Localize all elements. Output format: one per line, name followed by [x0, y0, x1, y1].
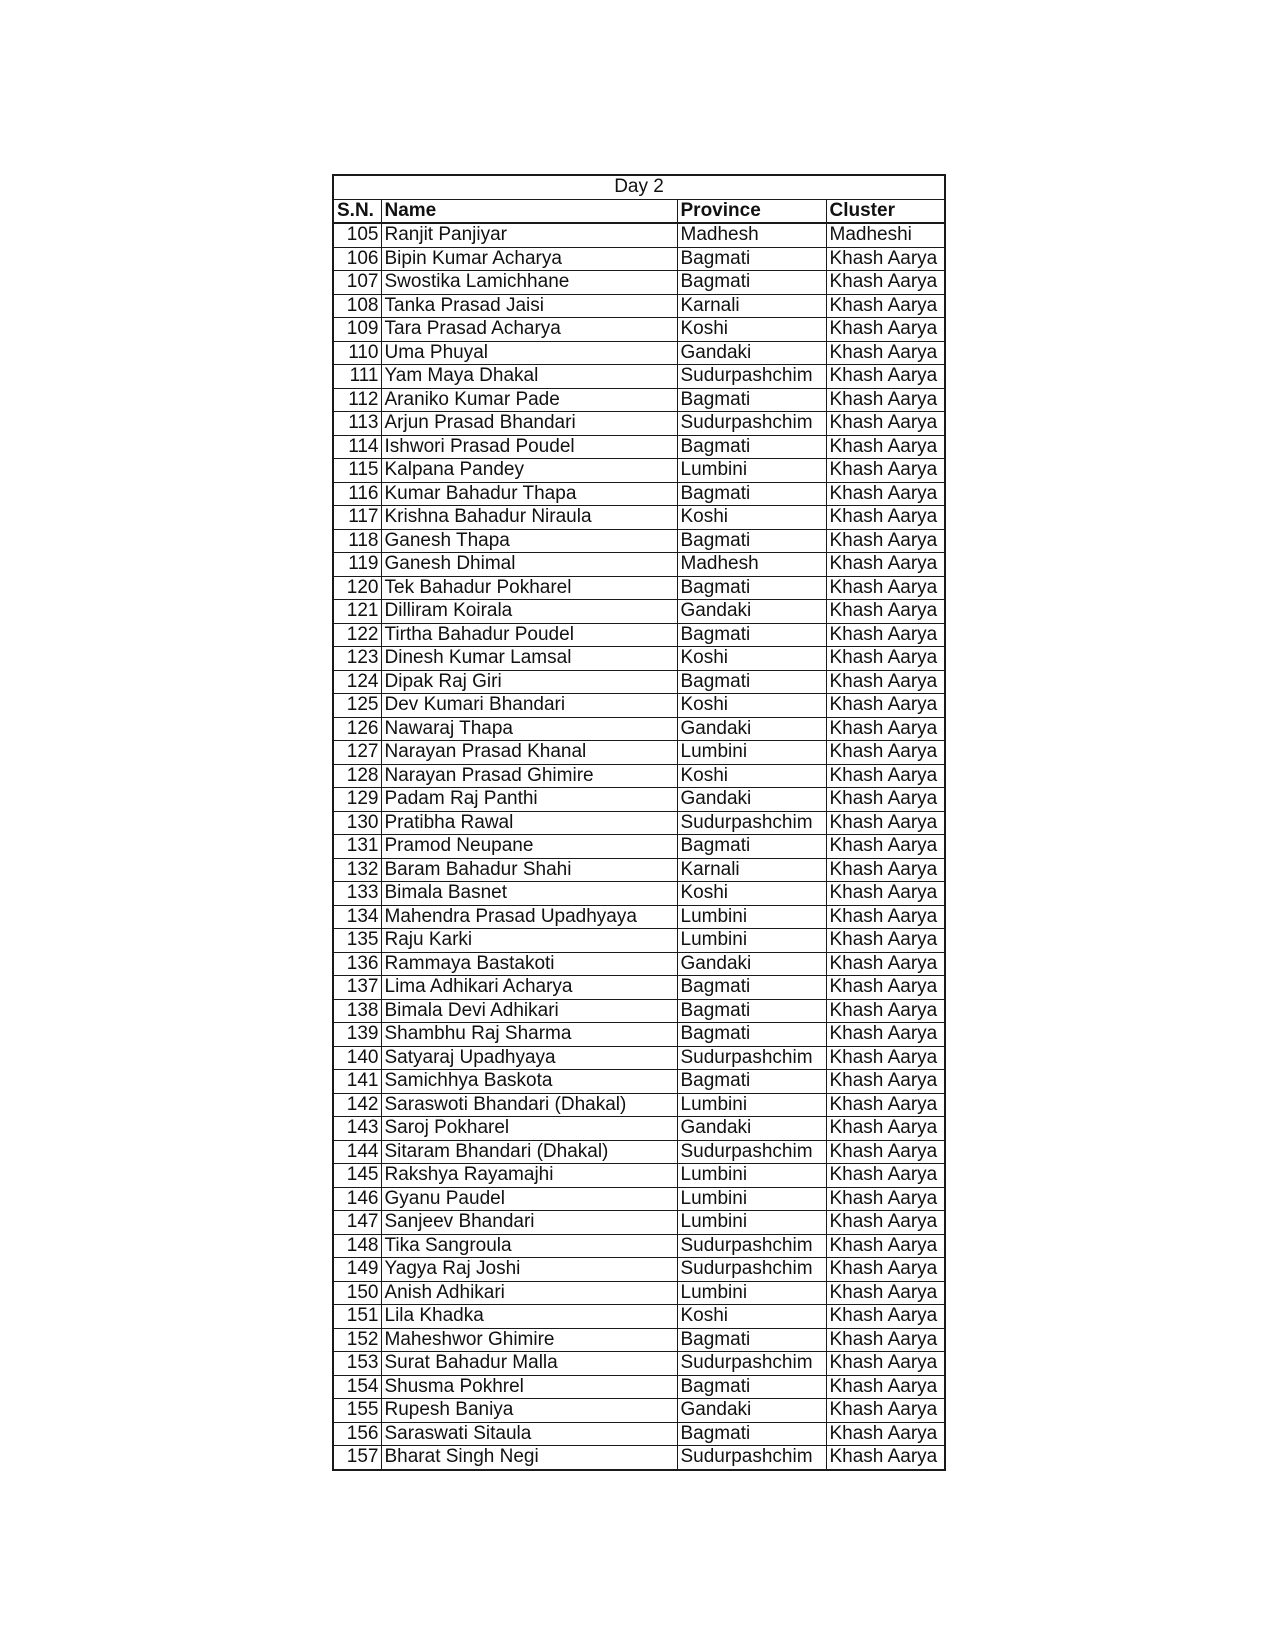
table-row — [333, 388, 945, 412]
cell-province: Bagmati — [677, 1422, 826, 1446]
cell-sn: 156 — [333, 1422, 381, 1446]
cell-cluster: Khash Aarya — [826, 1305, 945, 1329]
cell-name: Kumar Bahadur Thapa — [381, 482, 677, 506]
cell-name: Dinesh Kumar Lamsal — [381, 647, 677, 671]
cell-cluster: Khash Aarya — [826, 1164, 945, 1188]
cell-sn: 116 — [333, 482, 381, 506]
table-title: Day 2 — [333, 175, 945, 199]
table-row — [333, 271, 945, 295]
cell-cluster: Khash Aarya — [826, 365, 945, 389]
cell-sn: 135 — [333, 929, 381, 953]
cell-sn: 148 — [333, 1234, 381, 1258]
cell-province: Bagmati — [677, 482, 826, 506]
cell-name: Nawaraj Thapa — [381, 717, 677, 741]
table-row — [333, 1281, 945, 1305]
cell-province: Sudurpashchim — [677, 811, 826, 835]
cell-cluster: Khash Aarya — [826, 553, 945, 577]
cell-sn: 134 — [333, 905, 381, 929]
cell-cluster: Khash Aarya — [826, 1187, 945, 1211]
cell-name: Ranjit Panjiyar — [381, 223, 677, 247]
table-row — [333, 1117, 945, 1141]
cell-name: Ishwori Prasad Poudel — [381, 435, 677, 459]
cell-province: Bagmati — [677, 999, 826, 1023]
header-sn: S.N. — [333, 199, 381, 223]
cell-cluster: Khash Aarya — [826, 412, 945, 436]
cell-cluster: Khash Aarya — [826, 1117, 945, 1141]
cell-cluster: Khash Aarya — [826, 858, 945, 882]
cell-sn: 122 — [333, 623, 381, 647]
cell-province: Lumbini — [677, 1093, 826, 1117]
cell-sn: 132 — [333, 858, 381, 882]
cell-cluster: Khash Aarya — [826, 1446, 945, 1470]
cell-name: Lila Khadka — [381, 1305, 677, 1329]
cell-province: Sudurpashchim — [677, 1352, 826, 1376]
cell-cluster: Khash Aarya — [826, 929, 945, 953]
cell-province: Sudurpashchim — [677, 1234, 826, 1258]
cell-name: Baram Bahadur Shahi — [381, 858, 677, 882]
cell-cluster: Khash Aarya — [826, 1234, 945, 1258]
table-row — [333, 764, 945, 788]
table-row — [333, 318, 945, 342]
cell-province: Lumbini — [677, 741, 826, 765]
cell-province: Bagmati — [677, 623, 826, 647]
cell-cluster: Khash Aarya — [826, 835, 945, 859]
cell-sn: 147 — [333, 1211, 381, 1235]
cell-name: Sanjeev Bhandari — [381, 1211, 677, 1235]
cell-sn: 114 — [333, 435, 381, 459]
cell-sn: 105 — [333, 223, 381, 247]
table-row — [333, 1328, 945, 1352]
cell-cluster: Khash Aarya — [826, 647, 945, 671]
cell-province: Sudurpashchim — [677, 1258, 826, 1282]
table-row — [333, 1211, 945, 1235]
cell-province: Sudurpashchim — [677, 412, 826, 436]
cell-province: Gandaki — [677, 788, 826, 812]
cell-name: Bipin Kumar Acharya — [381, 247, 677, 271]
cell-cluster: Khash Aarya — [826, 1023, 945, 1047]
table-row — [333, 576, 945, 600]
cell-province: Bagmati — [677, 388, 826, 412]
table-row — [333, 1446, 945, 1470]
cell-name: Shusma Pokhrel — [381, 1375, 677, 1399]
cell-province: Koshi — [677, 318, 826, 342]
cell-name: Gyanu Paudel — [381, 1187, 677, 1211]
cell-cluster: Khash Aarya — [826, 482, 945, 506]
cell-sn: 111 — [333, 365, 381, 389]
cell-cluster: Khash Aarya — [826, 271, 945, 295]
cell-cluster: Khash Aarya — [826, 1140, 945, 1164]
cell-name: Tanka Prasad Jaisi — [381, 294, 677, 318]
table-row — [333, 623, 945, 647]
table-row — [333, 1305, 945, 1329]
cell-sn: 137 — [333, 976, 381, 1000]
cell-cluster: Khash Aarya — [826, 388, 945, 412]
table-row — [333, 670, 945, 694]
table-row — [333, 482, 945, 506]
cell-cluster: Khash Aarya — [826, 788, 945, 812]
cell-province: Bagmati — [677, 835, 826, 859]
cell-name: Tika Sangroula — [381, 1234, 677, 1258]
table-row — [333, 1422, 945, 1446]
cell-cluster: Khash Aarya — [826, 999, 945, 1023]
header-province: Province — [677, 199, 826, 223]
cell-sn: 112 — [333, 388, 381, 412]
cell-province: Sudurpashchim — [677, 365, 826, 389]
cell-name: Saraswati Sitaula — [381, 1422, 677, 1446]
cell-sn: 145 — [333, 1164, 381, 1188]
table-row — [333, 1234, 945, 1258]
cell-cluster: Khash Aarya — [826, 1046, 945, 1070]
cell-cluster: Khash Aarya — [826, 600, 945, 624]
table-row — [333, 1164, 945, 1188]
table-row — [333, 1352, 945, 1376]
cell-province: Gandaki — [677, 1117, 826, 1141]
cell-cluster: Khash Aarya — [826, 294, 945, 318]
cell-province: Bagmati — [677, 1023, 826, 1047]
cell-sn: 113 — [333, 412, 381, 436]
cell-cluster: Khash Aarya — [826, 882, 945, 906]
cell-province: Koshi — [677, 764, 826, 788]
cell-sn: 106 — [333, 247, 381, 271]
cell-name: Narayan Prasad Ghimire — [381, 764, 677, 788]
cell-cluster: Khash Aarya — [826, 811, 945, 835]
cell-name: Saroj Pokharel — [381, 1117, 677, 1141]
cell-province: Bagmati — [677, 1070, 826, 1094]
cell-sn: 153 — [333, 1352, 381, 1376]
cell-province: Lumbini — [677, 905, 826, 929]
cell-name: Bimala Basnet — [381, 882, 677, 906]
table-row — [333, 741, 945, 765]
cell-cluster: Khash Aarya — [826, 1281, 945, 1305]
cell-sn: 141 — [333, 1070, 381, 1094]
cell-name: Rammaya Bastakoti — [381, 952, 677, 976]
cell-cluster: Khash Aarya — [826, 1258, 945, 1282]
cell-sn: 151 — [333, 1305, 381, 1329]
cell-cluster: Khash Aarya — [826, 341, 945, 365]
cell-sn: 110 — [333, 341, 381, 365]
table-row — [333, 553, 945, 577]
cell-name: Padam Raj Panthi — [381, 788, 677, 812]
cell-cluster: Khash Aarya — [826, 1352, 945, 1376]
cell-province: Madhesh — [677, 223, 826, 247]
cell-sn: 120 — [333, 576, 381, 600]
table-row — [333, 223, 945, 247]
cell-sn: 125 — [333, 694, 381, 718]
cell-province: Bagmati — [677, 576, 826, 600]
cell-cluster: Khash Aarya — [826, 1328, 945, 1352]
cell-province: Bagmati — [677, 976, 826, 1000]
cell-sn: 142 — [333, 1093, 381, 1117]
table-row — [333, 600, 945, 624]
cell-sn: 139 — [333, 1023, 381, 1047]
cell-province: Bagmati — [677, 247, 826, 271]
cell-sn: 140 — [333, 1046, 381, 1070]
cell-cluster: Khash Aarya — [826, 1070, 945, 1094]
table-row — [333, 1023, 945, 1047]
cell-cluster: Khash Aarya — [826, 1422, 945, 1446]
cell-province: Bagmati — [677, 271, 826, 295]
cell-province: Koshi — [677, 647, 826, 671]
cell-sn: 128 — [333, 764, 381, 788]
cell-cluster: Khash Aarya — [826, 741, 945, 765]
cell-name: Rakshya Rayamajhi — [381, 1164, 677, 1188]
table-row — [333, 976, 945, 1000]
cell-name: Mahendra Prasad Upadhyaya — [381, 905, 677, 929]
cell-name: Raju Karki — [381, 929, 677, 953]
cell-name: Saraswoti Bhandari (Dhakal) — [381, 1093, 677, 1117]
table-row — [333, 412, 945, 436]
cell-province: Lumbini — [677, 459, 826, 483]
table-row — [333, 529, 945, 553]
cell-name: Surat Bahadur Malla — [381, 1352, 677, 1376]
cell-sn: 150 — [333, 1281, 381, 1305]
cell-sn: 146 — [333, 1187, 381, 1211]
cell-province: Lumbini — [677, 1164, 826, 1188]
cell-cluster: Khash Aarya — [826, 576, 945, 600]
table-row — [333, 1399, 945, 1423]
cell-sn: 124 — [333, 670, 381, 694]
header-row — [333, 199, 945, 223]
cell-province: Lumbini — [677, 929, 826, 953]
cell-province: Karnali — [677, 858, 826, 882]
cell-name: Tirtha Bahadur Poudel — [381, 623, 677, 647]
cell-sn: 109 — [333, 318, 381, 342]
cell-name: Satyaraj Upadhyaya — [381, 1046, 677, 1070]
cell-province: Sudurpashchim — [677, 1446, 826, 1470]
cell-province: Gandaki — [677, 717, 826, 741]
cell-name: Kalpana Pandey — [381, 459, 677, 483]
table-row — [333, 694, 945, 718]
table-body — [333, 223, 945, 1470]
cell-province: Bagmati — [677, 670, 826, 694]
cell-sn: 115 — [333, 459, 381, 483]
cell-sn: 133 — [333, 882, 381, 906]
cell-province: Bagmati — [677, 1375, 826, 1399]
cell-name: Ganesh Thapa — [381, 529, 677, 553]
cell-sn: 149 — [333, 1258, 381, 1282]
cell-cluster: Khash Aarya — [826, 459, 945, 483]
cell-sn: 118 — [333, 529, 381, 553]
cell-province: Karnali — [677, 294, 826, 318]
cell-sn: 108 — [333, 294, 381, 318]
table-row — [333, 1187, 945, 1211]
cell-cluster: Khash Aarya — [826, 1399, 945, 1423]
cell-name: Tek Bahadur Pokharel — [381, 576, 677, 600]
cell-province: Koshi — [677, 882, 826, 906]
table-row — [333, 811, 945, 835]
cell-province: Bagmati — [677, 1328, 826, 1352]
cell-cluster: Khash Aarya — [826, 1211, 945, 1235]
cell-name: Krishna Bahadur Niraula — [381, 506, 677, 530]
cell-cluster: Khash Aarya — [826, 623, 945, 647]
cell-name: Bimala Devi Adhikari — [381, 999, 677, 1023]
cell-sn: 154 — [333, 1375, 381, 1399]
cell-sn: 127 — [333, 741, 381, 765]
table-row — [333, 506, 945, 530]
cell-sn: 117 — [333, 506, 381, 530]
cell-cluster: Khash Aarya — [826, 905, 945, 929]
cell-name: Pratibha Rawal — [381, 811, 677, 835]
cell-sn: 107 — [333, 271, 381, 295]
cell-sn: 155 — [333, 1399, 381, 1423]
cell-cluster: Khash Aarya — [826, 1375, 945, 1399]
cell-cluster: Khash Aarya — [826, 435, 945, 459]
cell-sn: 144 — [333, 1140, 381, 1164]
cell-cluster: Khash Aarya — [826, 976, 945, 1000]
cell-cluster: Khash Aarya — [826, 1093, 945, 1117]
cell-name: Rupesh Baniya — [381, 1399, 677, 1423]
table-row — [333, 882, 945, 906]
cell-province: Bagmati — [677, 529, 826, 553]
cell-sn: 143 — [333, 1117, 381, 1141]
table-row — [333, 1046, 945, 1070]
header-cluster: Cluster — [826, 199, 945, 223]
cell-province: Koshi — [677, 506, 826, 530]
cell-name: Swostika Lamichhane — [381, 271, 677, 295]
table-row — [333, 1258, 945, 1282]
cell-sn: 119 — [333, 553, 381, 577]
cell-sn: 138 — [333, 999, 381, 1023]
table-row — [333, 647, 945, 671]
table-row — [333, 905, 945, 929]
cell-province: Sudurpashchim — [677, 1046, 826, 1070]
participant-table — [332, 174, 946, 1471]
cell-province: Lumbini — [677, 1187, 826, 1211]
cell-cluster: Madheshi — [826, 223, 945, 247]
header-name: Name — [381, 199, 677, 223]
cell-cluster: Khash Aarya — [826, 247, 945, 271]
table-row — [333, 1375, 945, 1399]
table-row — [333, 952, 945, 976]
cell-name: Sitaram Bhandari (Dhakal) — [381, 1140, 677, 1164]
cell-name: Maheshwor Ghimire — [381, 1328, 677, 1352]
cell-cluster: Khash Aarya — [826, 717, 945, 741]
table-row — [333, 835, 945, 859]
cell-name: Arjun Prasad Bhandari — [381, 412, 677, 436]
table-row — [333, 365, 945, 389]
table-row — [333, 929, 945, 953]
table-row — [333, 341, 945, 365]
title-row — [333, 175, 945, 199]
cell-sn: 123 — [333, 647, 381, 671]
table-row — [333, 1140, 945, 1164]
cell-province: Gandaki — [677, 952, 826, 976]
cell-province: Madhesh — [677, 553, 826, 577]
cell-sn: 130 — [333, 811, 381, 835]
cell-name: Lima Adhikari Acharya — [381, 976, 677, 1000]
cell-name: Yagya Raj Joshi — [381, 1258, 677, 1282]
cell-name: Araniko Kumar Pade — [381, 388, 677, 412]
cell-cluster: Khash Aarya — [826, 670, 945, 694]
cell-province: Gandaki — [677, 341, 826, 365]
cell-province: Gandaki — [677, 600, 826, 624]
cell-sn: 136 — [333, 952, 381, 976]
cell-cluster: Khash Aarya — [826, 318, 945, 342]
cell-name: Samichhya Baskota — [381, 1070, 677, 1094]
cell-sn: 131 — [333, 835, 381, 859]
cell-province: Lumbini — [677, 1281, 826, 1305]
table-row — [333, 459, 945, 483]
cell-cluster: Khash Aarya — [826, 506, 945, 530]
table-row — [333, 717, 945, 741]
cell-province: Sudurpashchim — [677, 1140, 826, 1164]
cell-sn: 126 — [333, 717, 381, 741]
table-row — [333, 247, 945, 271]
table-row — [333, 858, 945, 882]
cell-name: Ganesh Dhimal — [381, 553, 677, 577]
cell-name: Shambhu Raj Sharma — [381, 1023, 677, 1047]
cell-cluster: Khash Aarya — [826, 952, 945, 976]
cell-province: Bagmati — [677, 435, 826, 459]
table-row — [333, 294, 945, 318]
table-row — [333, 788, 945, 812]
cell-province: Koshi — [677, 694, 826, 718]
cell-sn: 129 — [333, 788, 381, 812]
cell-name: Tara Prasad Acharya — [381, 318, 677, 342]
cell-cluster: Khash Aarya — [826, 764, 945, 788]
cell-sn: 157 — [333, 1446, 381, 1470]
cell-cluster: Khash Aarya — [826, 529, 945, 553]
cell-name: Uma Phuyal — [381, 341, 677, 365]
cell-name: Dilliram Koirala — [381, 600, 677, 624]
cell-province: Gandaki — [677, 1399, 826, 1423]
cell-province: Lumbini — [677, 1211, 826, 1235]
cell-name: Dipak Raj Giri — [381, 670, 677, 694]
table-row — [333, 435, 945, 459]
cell-cluster: Khash Aarya — [826, 694, 945, 718]
cell-name: Narayan Prasad Khanal — [381, 741, 677, 765]
cell-name: Dev Kumari Bhandari — [381, 694, 677, 718]
cell-sn: 121 — [333, 600, 381, 624]
cell-province: Koshi — [677, 1305, 826, 1329]
table-row — [333, 1070, 945, 1094]
cell-name: Pramod Neupane — [381, 835, 677, 859]
table-row — [333, 1093, 945, 1117]
cell-name: Yam Maya Dhakal — [381, 365, 677, 389]
cell-sn: 152 — [333, 1328, 381, 1352]
cell-name: Anish Adhikari — [381, 1281, 677, 1305]
table-row — [333, 999, 945, 1023]
cell-name: Bharat Singh Negi — [381, 1446, 677, 1470]
